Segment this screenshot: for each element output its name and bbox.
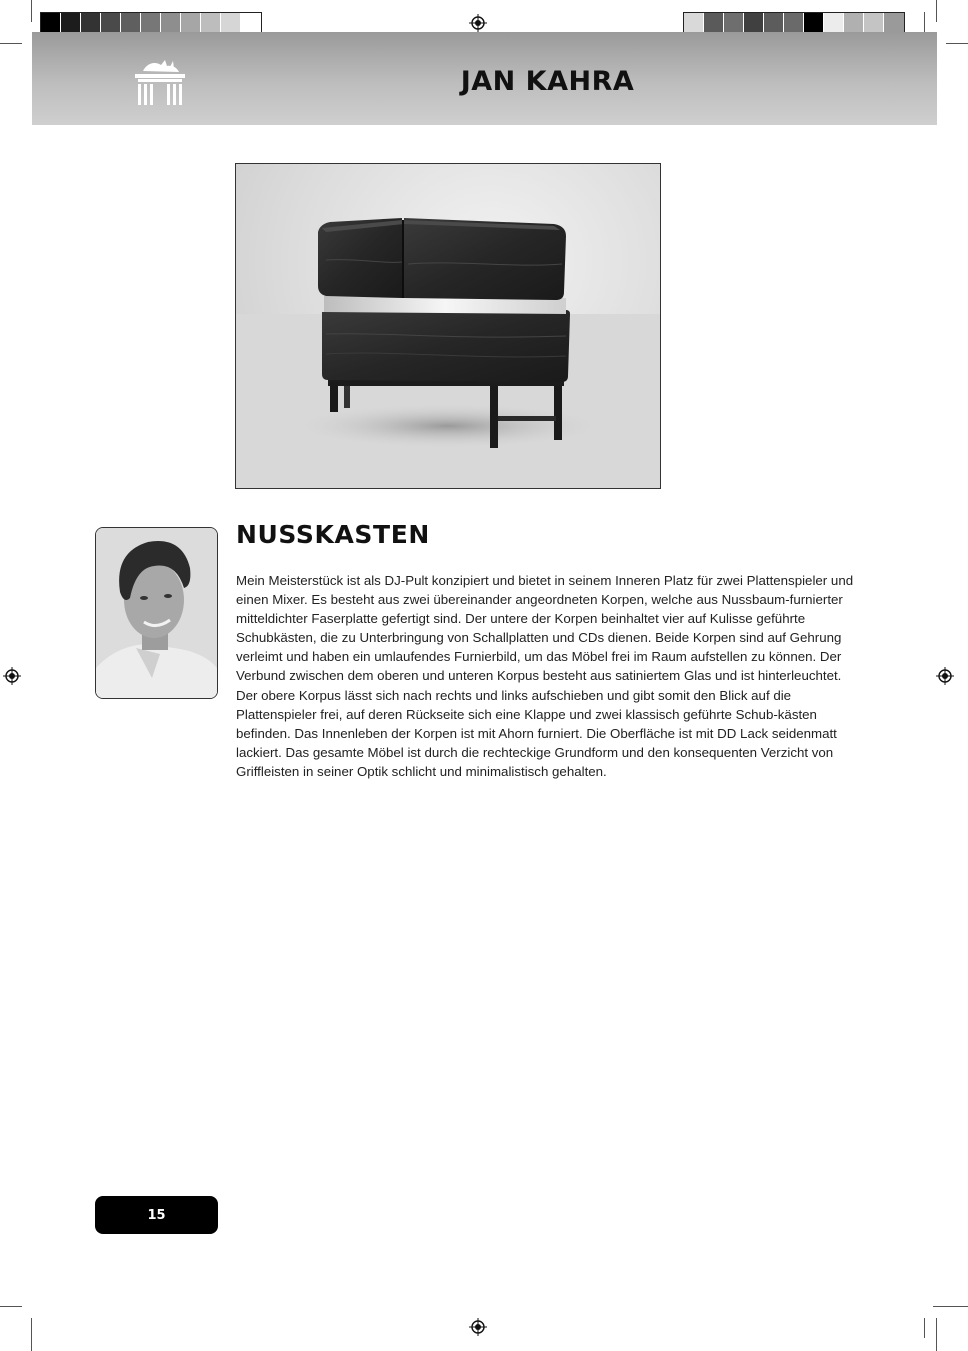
color-swatch: [824, 13, 844, 33]
page-number-badge: 15: [95, 1196, 218, 1234]
crop-mark: [924, 1318, 925, 1338]
color-swatch: [161, 13, 181, 33]
author-portrait: [95, 527, 218, 699]
brandenburg-gate-logo-icon: [133, 57, 187, 107]
color-swatch-strip-right: [683, 12, 905, 34]
color-swatch: [61, 13, 81, 33]
color-swatch: [784, 13, 804, 33]
registration-mark-icon: [3, 667, 21, 685]
portrait-illustration: [96, 528, 217, 698]
color-swatch: [704, 13, 724, 33]
color-swatch: [101, 13, 121, 33]
article-body-text: Mein Meisterstück ist als DJ-Pult konzipiert und bietet in seinem Inneren Platz für zwei Plattenspieler und einen Mixer. Es besteht aus zwei übereinander angeordneten Korpen, welche aus Nussbaum-furnierter mitteldichter Faserplatte gefertigt sind. Der untere der Korpen beinhaltet vier auf Kulisse geführte Schubkästen, die zu Unterbringung von Schallplatten und CDs dienen. Beide Korpen sind auf Gehrung verleimt und haben ein umlaufendes Furnierbild, um das Möbel frei im Raum aufstellen zu können. Der Verbund zwischen dem oberen und unteren Korpus besteht aus satiniertem Glas und ist hinterleuchtet. Der obere Korpus lässt sich nach rechts und links aufschieben und gibt somit den Blick auf die Plattenspieler frei, auf deren Rückseite sich eine Klappe und zwei klassisch geführte Schub-kästen befinden. Das Innenleben der Korpen ist mit Ahorn furniert. Die Oberfläche ist mit DD Lack seidenmatt lackiert. Das gesamte Möbel ist durch die rechteckige Grundform und den konsequenten Verzicht von Griffleisten in seiner Optik schlicht und minimalistisch gehalten.: [236, 573, 854, 779]
crop-mark: [0, 1306, 22, 1307]
product-photo: [235, 163, 661, 489]
walnut-cabinet-illustration: [236, 164, 660, 488]
registration-mark-icon: [469, 14, 487, 32]
color-swatch: [744, 13, 764, 33]
crop-mark: [31, 1318, 32, 1351]
color-swatch: [884, 13, 904, 33]
crop-mark: [31, 0, 32, 22]
color-swatch: [81, 13, 101, 33]
color-swatch: [241, 13, 261, 33]
registration-mark-icon: [936, 667, 954, 685]
crop-mark: [933, 1306, 968, 1307]
color-swatch: [684, 13, 704, 33]
color-swatch: [864, 13, 884, 33]
color-swatch: [724, 13, 744, 33]
color-swatch: [201, 13, 221, 33]
color-swatch: [844, 13, 864, 33]
color-swatch: [764, 13, 784, 33]
color-swatch: [221, 13, 241, 33]
article-title: NUSSKASTEN: [236, 520, 430, 549]
registration-mark-icon: [469, 1318, 487, 1336]
crop-mark: [936, 1318, 937, 1351]
color-swatch-strip-left: [40, 12, 262, 34]
crop-mark: [0, 43, 22, 44]
crop-mark: [946, 43, 968, 44]
crop-mark: [924, 12, 925, 32]
color-swatch: [141, 13, 161, 33]
color-swatch: [41, 13, 61, 33]
color-swatch: [804, 13, 824, 33]
crop-mark: [936, 0, 937, 22]
color-swatch: [181, 13, 201, 33]
color-swatch: [121, 13, 141, 33]
author-name-heading: JAN KAHRA: [460, 66, 635, 97]
